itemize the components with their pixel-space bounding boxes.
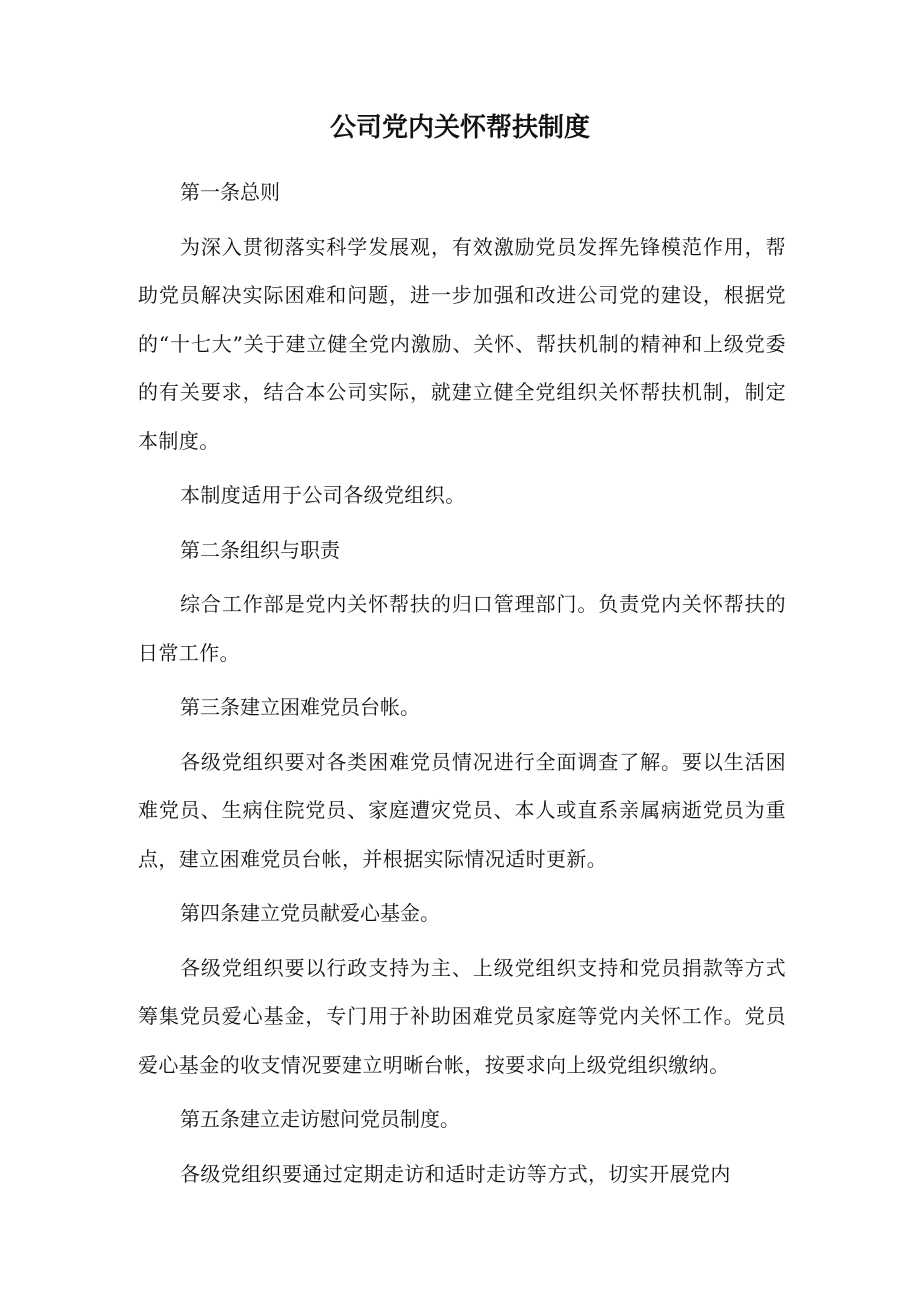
- document-body: [138, 168, 786, 1204]
- article-5-paragraph: 各级党组织要通过定期走访和适时走访等方式，切实开展党内: [180, 1161, 731, 1186]
- article-5-heading: 第五条建立走访慰问党员制度。: [180, 1107, 460, 1131]
- article-2-heading: 第二条组织与职责: [180, 537, 340, 562]
- article-1-heading: 第一条总则: [180, 180, 280, 204]
- article-3-paragraph: 各级党组织要对各类困难党员情况进行全面调查了解。要以生活困难党员、生病住院党员、家庭遭灾党员、本人或直系亲属病逝党员为重点，建立困难党员台帐，并根据实际情况适时更新。: [138, 749, 786, 871]
- article-1-paragraph: 为深入贯彻落实科学发展观，有效激励党员发挥先锋模范作用，帮助党员解决实际困难和问题，进一步加强和改进公司党的建设，根据党的“十七大”关于建立健全党内激励、关怀、帮扶机制的精神和上级党委的有关要求，结合本公司实际，就建立健全党组织关怀帮扶机制，制定本制度。: [138, 234, 786, 453]
- document-title: 公司党内关怀帮扶制度: [329, 113, 590, 143]
- article-4-paragraph: 各级党组织要以行政支持为主、上级党组织支持和党员捐款等方式筹集党员爱心基金，专门用于补助困难党员家庭等党内关怀工作。党员爱心基金的收支情况要建立明晰台帐，按要求向上级党组织缴纳。: [138, 955, 786, 1077]
- article-4-heading: 第四条建立党员献爱心基金。: [180, 901, 440, 925]
- scope-paragraph: 本制度适用于公司各级党组织。: [180, 483, 466, 507]
- article-3-heading: 第三条建立困难党员台帐。: [180, 695, 420, 719]
- article-2-paragraph: 综合工作部是党内关怀帮扶的归口管理部门。负责党内关怀帮扶的日常工作。: [138, 592, 786, 665]
